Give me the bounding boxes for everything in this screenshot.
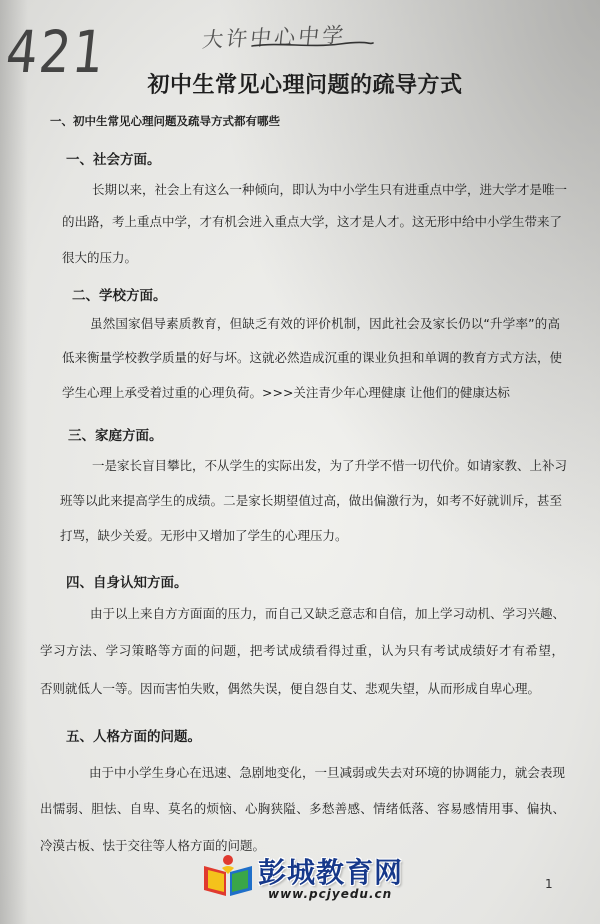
section-heading-personality: 五、人格方面的问题。: [66, 729, 201, 745]
paragraph-line: 长期以来，社会上有这么一种倾向，即认为中小学生只有进重点中学，进大学才是唯一: [92, 182, 568, 197]
paragraph-line: 由于以上来自方方面面的压力，而自己又缺乏意志和自信，加上学习动机、学习兴趣、: [90, 606, 566, 621]
section-heading-family: 三、家庭方面。: [68, 428, 163, 444]
paragraph-line: 低来衡量学校教学质量的好与坏。这就必然造成沉重的课业负担和单调的教育方式方法，使: [62, 350, 563, 365]
paragraph-line: 虽然国家倡导素质教育，但缺乏有效的评价机制，因此社会及家长仍以“升学率”的高: [90, 316, 560, 331]
handwritten-school-name: 大许中心中学: [201, 22, 348, 53]
paragraph-line: 出懦弱、胆怯、自卑、莫名的烦恼、心胸狭隘、多愁善感、情绪低落、容易感情用事、偏执、: [40, 801, 565, 816]
page-number: 1: [545, 877, 553, 891]
paragraph-line: 一是家长盲目攀比，不从学生的实际出发，为了升学不惜一切代价。如请家教、上补习: [92, 458, 568, 473]
paragraph-line: 学生心理上承受着过重的心理负荷。>>>关注青少年心理健康 让他们的健康达标: [62, 385, 510, 400]
paragraph-line: 由于中小学生身心在迅速、急剧地变化，一旦减弱或失去对环境的协调能力，就会表现: [89, 765, 565, 780]
paragraph-line: 很大的压力。: [62, 250, 138, 265]
paragraph-line: 班等以此来提高学生的成绩。二是家长期望值过高，做出偏激行为，如考不好就训斥，甚至: [60, 493, 562, 508]
main-heading: 一、初中生常见心理问题及疏导方式都有哪些: [50, 114, 280, 128]
section-heading-school: 二、学校方面。: [72, 288, 167, 304]
paragraph-line: 冷漠古板、怯于交往等人格方面的问题。: [40, 838, 266, 853]
section-heading-self-cognition: 四、自身认知方面。: [66, 575, 188, 591]
paragraph-line: 否则就低人一等。因而害怕失败，偶然失误，便自怨自艾、悲观失望，从而形成自卑心理。: [40, 681, 541, 696]
handwritten-number: 421: [2, 18, 110, 86]
handwritten-underline-stroke: [250, 38, 375, 52]
paragraph-line: 打骂，缺少关爱。无形中又增加了学生的心理压力。: [60, 528, 348, 543]
paragraph-line: 学习方法、学习策略等方面的问题，把考试成绩看得过重，认为只有考试成绩好才有希望，: [40, 643, 564, 658]
colorful-book-logo-icon: [200, 852, 256, 898]
paragraph-line: 的出路，考上重点中学，才有机会进入重点大学，这才是人才。这无形中给中小学生带来了: [62, 214, 563, 229]
watermark-site-name: 彭城教育网: [258, 856, 404, 889]
document-title: 初中生常见心理问题的疏导方式: [147, 73, 463, 98]
watermark-url: www.pcjyedu.cn: [268, 887, 393, 901]
section-heading-society: 一、社会方面。: [66, 152, 161, 168]
